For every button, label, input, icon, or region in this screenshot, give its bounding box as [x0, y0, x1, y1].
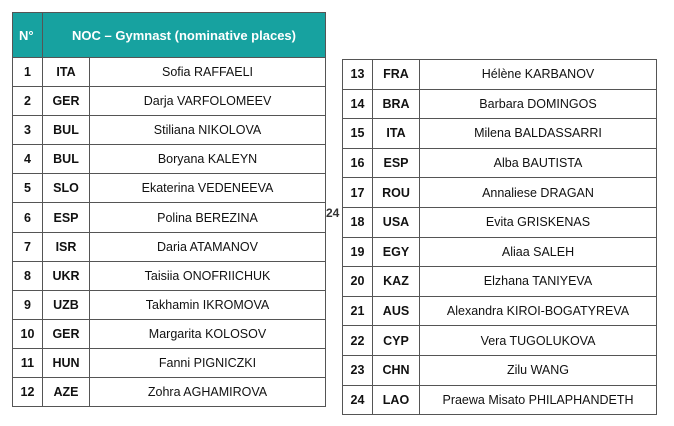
table-row: [343, 385, 657, 415]
row-gymnast: Sofia RAFFAELI: [90, 58, 326, 87]
row-noc: ITA: [373, 119, 420, 149]
row-gymnast: Vera TUGOLUKOVA: [420, 326, 657, 356]
row-gymnast: Zilu WANG: [420, 355, 657, 385]
row-gymnast: Taisiia ONOFRIICHUK: [90, 261, 326, 290]
table-row: [343, 89, 657, 119]
row-gymnast: Darja VARFOLOMEEV: [90, 87, 326, 116]
row-number: 14: [343, 89, 373, 119]
row-noc: SLO: [43, 174, 90, 203]
row-number: 23: [343, 355, 373, 385]
row-number: 7: [13, 232, 43, 261]
row-noc: ESP: [373, 148, 420, 178]
row-gymnast: Hélène KARBANOV: [420, 60, 657, 90]
row-noc: ROU: [373, 178, 420, 208]
table-row: [343, 207, 657, 237]
row-gymnast: Polina BEREZINA: [90, 203, 326, 232]
row-gymnast: Stiliana NIKOLOVA: [90, 116, 326, 145]
table-row: [13, 319, 326, 348]
row-noc: UZB: [43, 290, 90, 319]
header-noc-gymnast: NOC – Gymnast (nominative places): [43, 13, 326, 58]
table-left: [12, 12, 326, 407]
row-number: 20: [343, 267, 373, 297]
table-row: [13, 174, 326, 203]
row-gymnast: Alexandra KIROI-BOGATYREVA: [420, 296, 657, 326]
row-gymnast: Milena BALDASSARRI: [420, 119, 657, 149]
row-noc: AUS: [373, 296, 420, 326]
row-number: 1: [13, 58, 43, 87]
header-num: N°: [13, 13, 43, 58]
row-gymnast: Aliaa SALEH: [420, 237, 657, 267]
row-number: 22: [343, 326, 373, 356]
row-noc: EGY: [373, 237, 420, 267]
row-number: 24: [343, 385, 373, 415]
row-noc: GER: [43, 319, 90, 348]
row-noc: LAO: [373, 385, 420, 415]
row-gymnast: Praewa Misato PHILAPHANDETH: [420, 385, 657, 415]
row-noc: BUL: [43, 116, 90, 145]
table-row: [13, 290, 326, 319]
table-row: [13, 58, 326, 87]
row-number: 16: [343, 148, 373, 178]
row-number: 5: [13, 174, 43, 203]
row-number: 4: [13, 145, 43, 174]
row-gymnast: Zohra AGHAMIROVA: [90, 378, 326, 407]
row-noc: UKR: [43, 261, 90, 290]
table-row: [343, 296, 657, 326]
row-noc: KAZ: [373, 267, 420, 297]
row-gymnast: Fanni PIGNICZKI: [90, 348, 326, 377]
table-row: [343, 148, 657, 178]
header-row: [13, 13, 326, 58]
stray-text: 24: [326, 206, 340, 220]
table-row: [13, 145, 326, 174]
row-number: 21: [343, 296, 373, 326]
table-row: [343, 60, 657, 90]
row-number: 15: [343, 119, 373, 149]
table-row: [13, 116, 326, 145]
row-number: 3: [13, 116, 43, 145]
row-gymnast: Takhamin IKROMOVA: [90, 290, 326, 319]
row-number: 2: [13, 87, 43, 116]
table-right: [342, 59, 657, 415]
table-row: [13, 378, 326, 407]
row-gymnast: Ekaterina VEDENEEVA: [90, 174, 326, 203]
row-number: 10: [13, 319, 43, 348]
row-number: 12: [13, 378, 43, 407]
row-number: 11: [13, 348, 43, 377]
row-gymnast: Alba BAUTISTA: [420, 148, 657, 178]
table-row: [343, 355, 657, 385]
row-gymnast: Annaliese DRAGAN: [420, 178, 657, 208]
row-noc: BUL: [43, 145, 90, 174]
row-noc: BRA: [373, 89, 420, 119]
row-noc: CHN: [373, 355, 420, 385]
table-row: [343, 237, 657, 267]
row-noc: CYP: [373, 326, 420, 356]
table-row: [13, 203, 326, 232]
row-number: 17: [343, 178, 373, 208]
table-row: [13, 348, 326, 377]
table-row: [13, 232, 326, 261]
row-number: 18: [343, 207, 373, 237]
table-row: [343, 267, 657, 297]
row-noc: AZE: [43, 378, 90, 407]
table-row: [13, 261, 326, 290]
row-noc: HUN: [43, 348, 90, 377]
row-gymnast: Margarita KOLOSOV: [90, 319, 326, 348]
table-row: [343, 178, 657, 208]
row-noc: ITA: [43, 58, 90, 87]
row-gymnast: Boryana KALEYN: [90, 145, 326, 174]
row-noc: ISR: [43, 232, 90, 261]
table-row: [343, 119, 657, 149]
row-noc: FRA: [373, 60, 420, 90]
row-noc: GER: [43, 87, 90, 116]
row-number: 9: [13, 290, 43, 319]
row-number: 8: [13, 261, 43, 290]
table-row: [13, 87, 326, 116]
row-noc: USA: [373, 207, 420, 237]
row-gymnast: Elzhana TANIYEVA: [420, 267, 657, 297]
row-gymnast: Evita GRISKENAS: [420, 207, 657, 237]
row-number: 19: [343, 237, 373, 267]
row-number: 13: [343, 60, 373, 90]
row-noc: ESP: [43, 203, 90, 232]
row-gymnast: Daria ATAMANOV: [90, 232, 326, 261]
table-row: [343, 326, 657, 356]
row-gymnast: Barbara DOMINGOS: [420, 89, 657, 119]
row-number: 6: [13, 203, 43, 232]
